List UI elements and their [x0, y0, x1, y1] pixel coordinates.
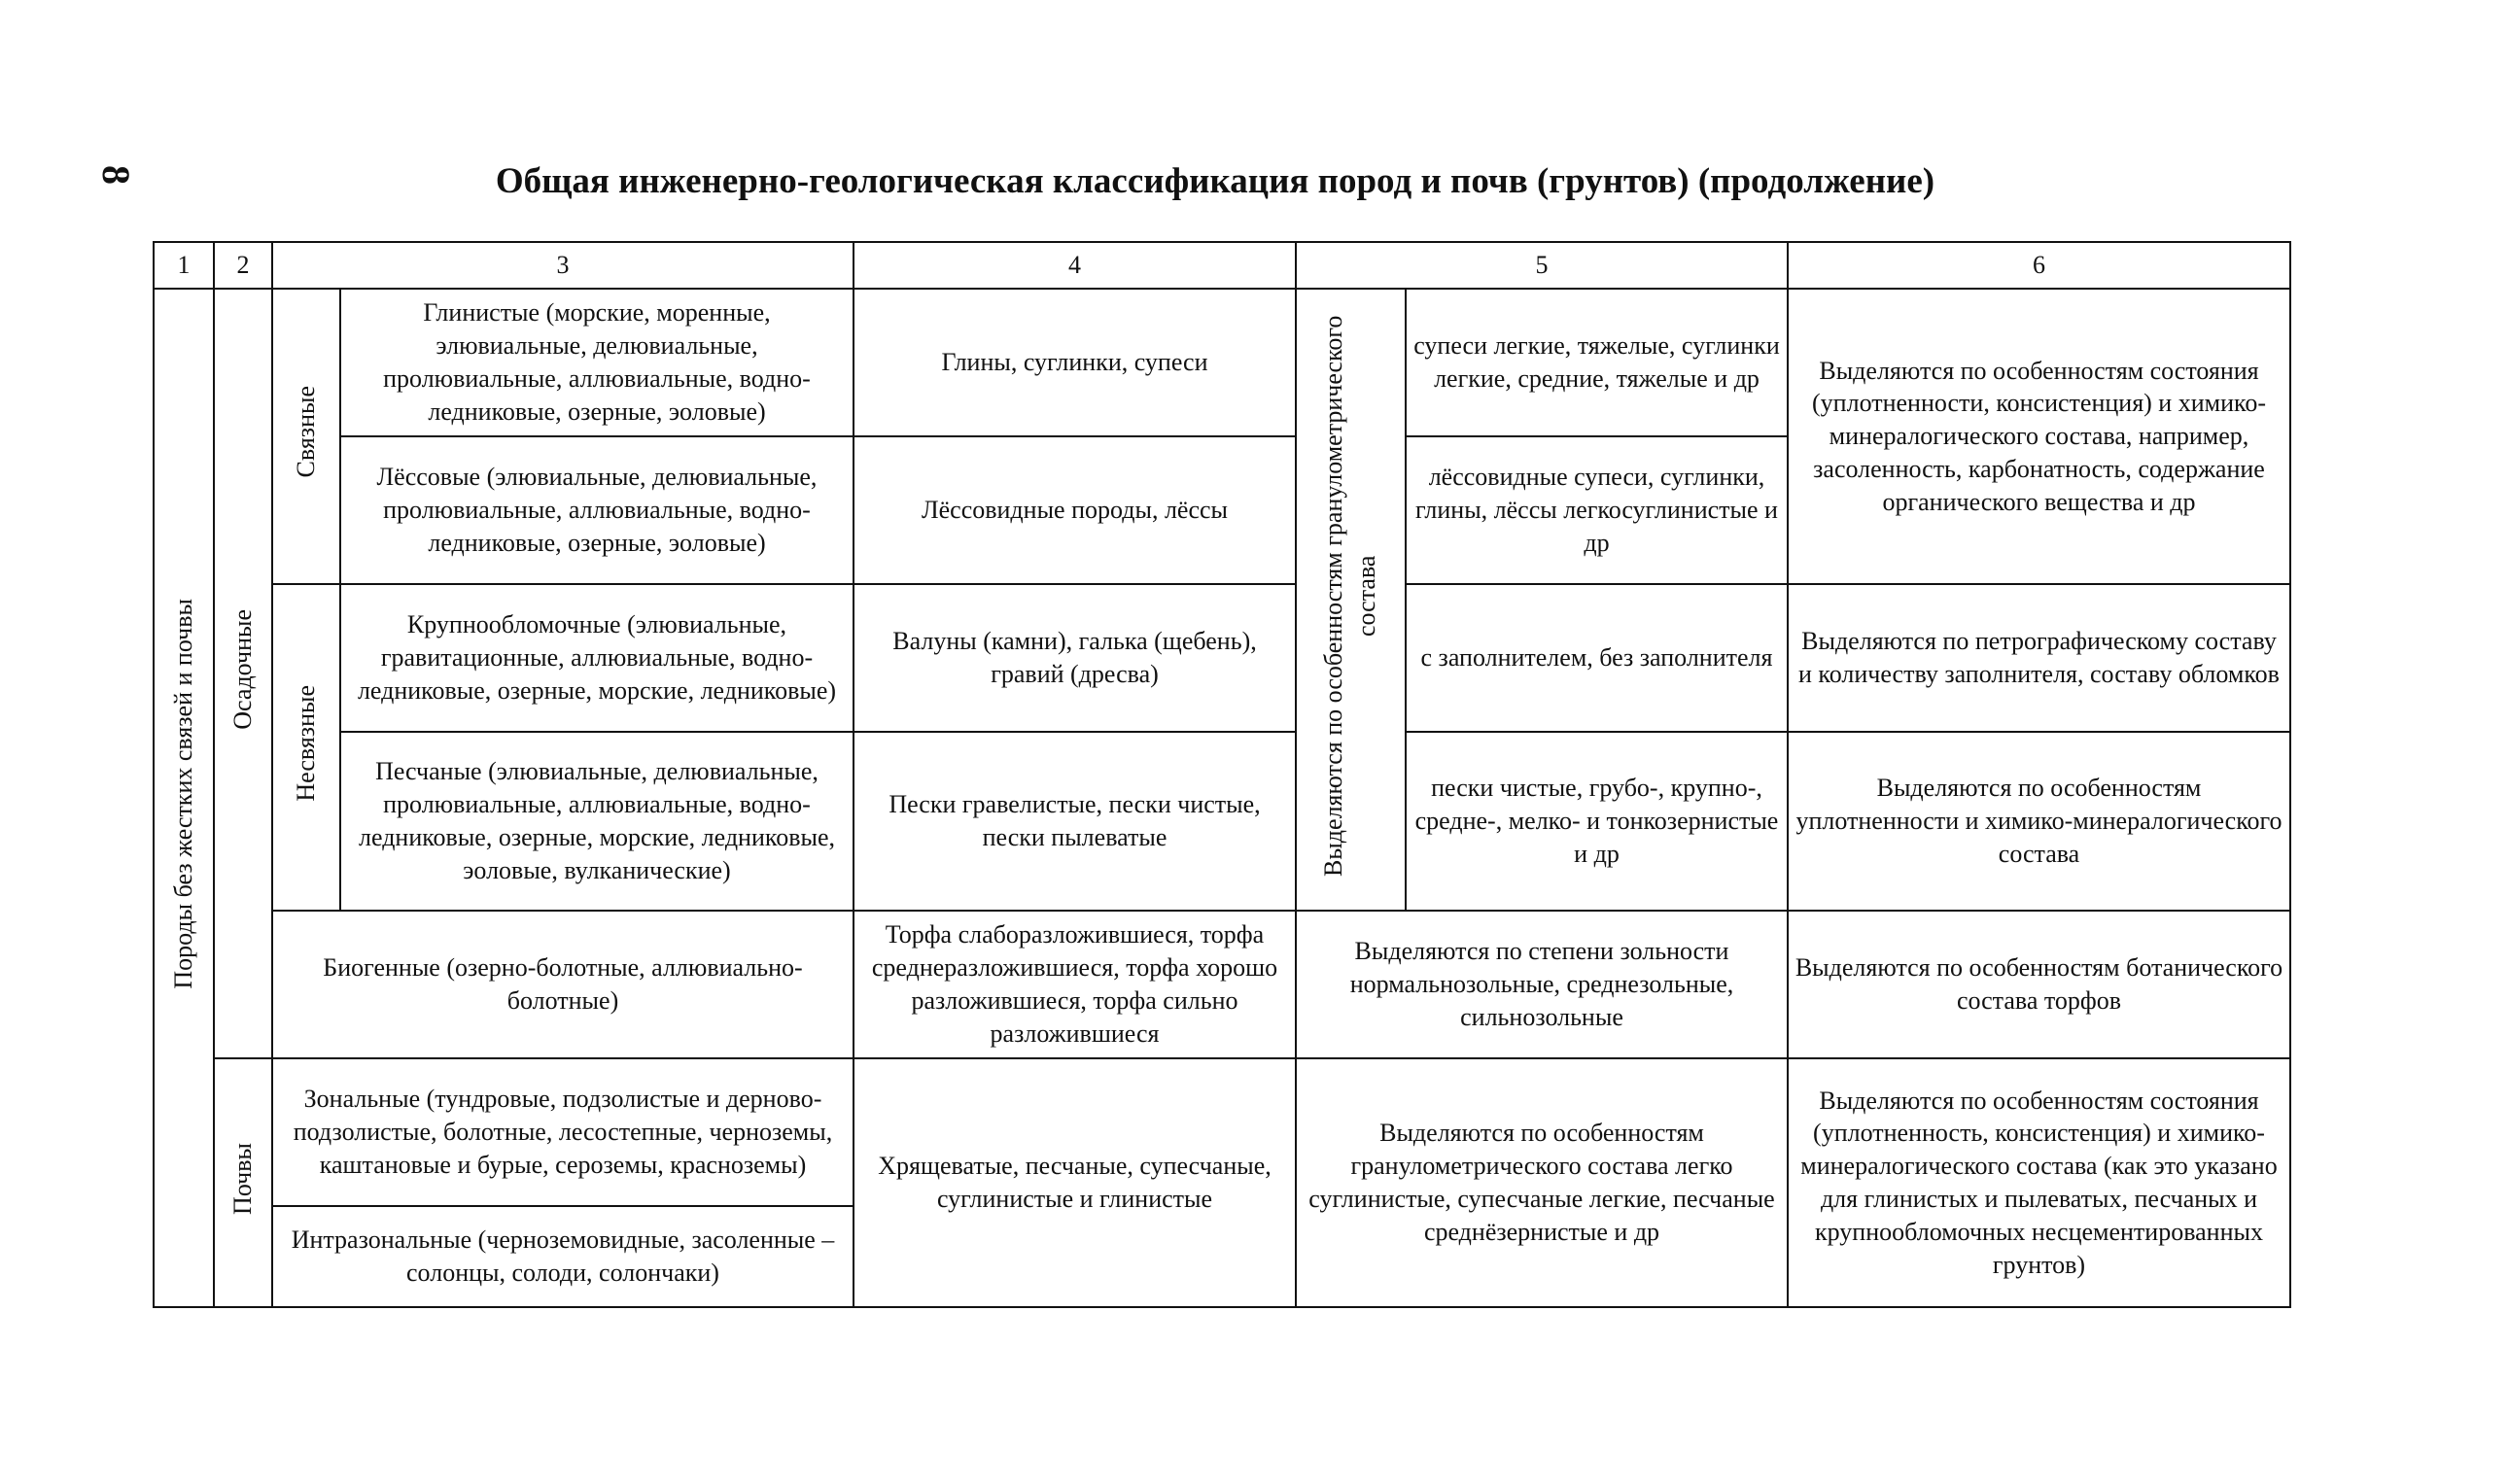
cell-loess-subdivision: лёссовидные супеси, суглинки, глины, лёссы легкосуглинистые и др [1406, 436, 1788, 584]
cell-loess-kinds: Лёссовидные породы, лёссы [854, 436, 1296, 584]
group-rocks-soils: Породы без жестких связей и почвы [154, 289, 214, 1307]
header-col-5: 5 [1296, 242, 1788, 289]
header-col-4: 4 [854, 242, 1296, 289]
cell-soil-subdivision: Выделяются по особенностям гранулометрического состава легко суглинистые, супесчаные легкие, песчаные среднёзернистые и др [1296, 1058, 1788, 1307]
page-title: Общая инженерно-геологическая классификация пород и почв (грунтов) (продолжение) [495, 161, 1935, 201]
classification-table [153, 241, 2291, 1308]
header-col-1: 1 [154, 242, 214, 289]
cell-coarse-note: Выделяются по петрографическому составу и количеству заполнителя, составу обломков [1788, 584, 2290, 732]
cell-coarse-types: Крупнообломочные (элювиальные, гравитационные, аллювиальные, водно-ледниковые, озерные, морские, ледниковые) [340, 584, 854, 732]
cell-biogenic-types: Биогенные (озерно-болотные, аллювиально-болотные) [272, 911, 854, 1058]
cell-sand-types: Песчаные (элювиальные, делювиальные, пролювиальные, аллювиальные, водно-ледниковые, озерные, морские, ледниковые, эоловые, вулканические) [340, 732, 854, 911]
header-col-6: 6 [1788, 242, 2290, 289]
group-sedimentary: Осадочные [214, 289, 272, 1058]
header-col-3: 3 [272, 242, 854, 289]
cell-sand-subdivision: пески чистые, грубо-, крупно-, средне-, мелко- и тонкозернистые и др [1406, 732, 1788, 911]
group-soils: Почвы [214, 1058, 272, 1307]
cell-zonal-types: Зональные (тундровые, подзолистые и дерново-подзолистые, болотные, лесостепные, черноземы, каштановые и бурые, сероземы, красноземы) [272, 1058, 854, 1206]
cell-coarse-subdivision: с заполнителем, без заполнителя [1406, 584, 1788, 732]
cell-sand-kinds: Пески гравелистые, пески чистые, пески пылеватые [854, 732, 1296, 911]
cell-soil-note: Выделяются по особенностям состояния (уплотненность, консистенция) и химико-минералогического состава (как это указано для глинистых и пылеватых, песчаных и крупнообломочных несцементированных грунтов) [1788, 1058, 2290, 1307]
cell-soil-kinds: Хрящеватые, песчаные, супесчаные, суглинистые и глинистые [854, 1058, 1296, 1307]
table-row [154, 289, 2290, 436]
cell-clay-types: Глинистые (морские, моренные, элювиальные, делювиальные, пролювиальные, аллювиальные, водно-ледниковые, озерные, эоловые) [340, 289, 854, 436]
cell-intrazonal-types: Интразональные (черноземовидные, засоленные – солонцы, солоди, солончаки) [272, 1206, 854, 1307]
subgroup-noncohesive: Несвязные [272, 584, 340, 911]
cell-coarse-kinds: Валуны (камни), галька (щебень), гравий (дресва) [854, 584, 1296, 732]
cell-biogenic-subdivision: Выделяются по степени зольности нормальнозольные, среднезольные, сильнозольные [1296, 911, 1788, 1058]
table-row [154, 732, 2290, 911]
cell-biogenic-kinds: Торфа слаборазложившиеся, торфа среднеразложившиеся, торфа хорошо разложившиеся, торфа сильно разложившиеся [854, 911, 1296, 1058]
cell-loess-types: Лёссовые (элювиальные, делювиальные, пролювиальные, аллювиальные, водно-ледниковые, озерные, эоловые) [340, 436, 854, 584]
cell-cohesive-note: Выделяются по особенностям состояния (уплотненности, консистенция) и химико-минералогического состава, например, засоленность, карбонатность, содержание органического вещества и др [1788, 289, 2290, 584]
granulometric-label: Выделяются по особенностям гранулометрического состава [1296, 289, 1406, 911]
cell-clay-kinds: Глины, суглинки, супеси [854, 289, 1296, 436]
page-number: 8 [94, 165, 139, 185]
cell-sand-note: Выделяются по особенностям уплотненности и химико-минералогического состава [1788, 732, 2290, 911]
header-row [154, 242, 2290, 289]
cell-biogenic-note: Выделяются по особенностям ботанического состава торфов [1788, 911, 2290, 1058]
table-row [154, 1058, 2290, 1206]
subgroup-cohesive: Связные [272, 289, 340, 584]
cell-clay-subdivision: супеси легкие, тяжелые, суглинки легкие, средние, тяжелые и др [1406, 289, 1788, 436]
table-row [154, 584, 2290, 732]
table-row [154, 911, 2290, 1058]
header-col-2: 2 [214, 242, 272, 289]
